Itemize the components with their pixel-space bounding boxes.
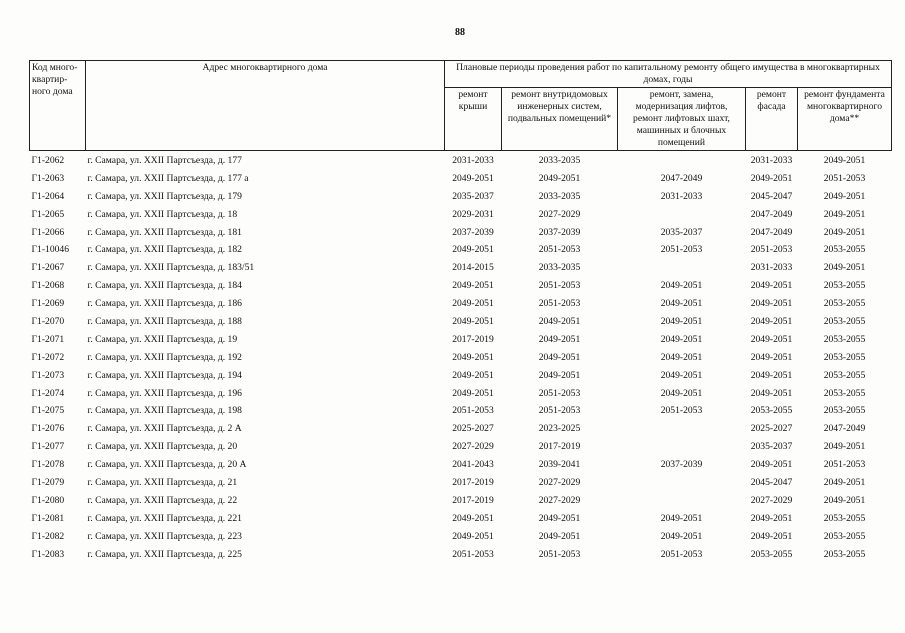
- table-row: [30, 474, 892, 492]
- header-code: Код много-квартир-ного дома: [30, 61, 86, 151]
- foundation-period-cell: 2051-2053: [823, 459, 866, 471]
- table-row: [30, 259, 892, 277]
- roof-period-cell: 2049-2051: [452, 298, 494, 310]
- code-cell: Г1-10046: [31, 244, 70, 256]
- roof-period-cell: 2014-2015: [452, 262, 494, 274]
- lift-period-cell: 2049-2051: [660, 351, 703, 363]
- roof-period-cell: 2049-2051: [452, 172, 494, 184]
- roof-period-cell: 2017-2019: [452, 333, 494, 345]
- facade-period-cell: 2053-2055: [750, 405, 793, 417]
- code-cell: Г1-2071: [31, 333, 65, 345]
- roof-period-cell: 2027-2029: [452, 441, 494, 453]
- header-roof: ремонт крыши: [445, 88, 502, 151]
- facade-period-cell: 2031-2033: [750, 262, 793, 274]
- engineering-period-cell: 2049-2051: [538, 512, 581, 524]
- facade-period-cell: 2049-2051: [750, 315, 793, 327]
- header-periods: Плановые периоды проведения работ по капитальному ремонту общего имущества в многоквартирных домах, годы: [445, 61, 892, 88]
- facade-period-cell: 2049-2051: [750, 459, 793, 471]
- engineering-period-cell: 2039-2041: [538, 459, 581, 471]
- foundation-period-cell: 2049-2051: [823, 154, 866, 166]
- lift-period-cell: 2031-2033: [660, 190, 703, 202]
- lift-period-cell: 2049-2051: [660, 298, 703, 310]
- code-cell: Г1-2073: [31, 369, 65, 381]
- engineering-period-cell: 2017-2019: [538, 441, 581, 453]
- roof-period-cell: 2051-2053: [452, 548, 494, 560]
- engineering-period-cell: 2027-2029: [538, 476, 581, 488]
- table-row: [30, 331, 892, 349]
- address-cell: г. Самара, ул. XXII Партсъезда, д. 181: [87, 226, 242, 238]
- facade-period-cell: 2049-2051: [750, 530, 793, 542]
- lift-period-cell: 2047-2049: [660, 172, 703, 184]
- lift-period-cell: 2049-2051: [660, 315, 703, 327]
- address-cell: г. Самара, ул. XXII Партсъезда, д. 21: [87, 476, 238, 488]
- lift-period-cell: [618, 474, 746, 492]
- roof-period-cell: 2017-2019: [452, 494, 494, 506]
- address-cell: г. Самара, ул. XXII Партсъезда, д. 194: [87, 369, 242, 381]
- engineering-period-cell: 2049-2051: [538, 333, 581, 345]
- lift-period-cell: [618, 420, 746, 438]
- lift-period-cell: [618, 492, 746, 510]
- lift-period-cell: [618, 438, 746, 456]
- roof-period-cell: 2037-2039: [452, 226, 494, 238]
- engineering-period-cell: 2051-2053: [538, 244, 581, 256]
- engineering-period-cell: 2037-2039: [538, 226, 581, 238]
- table-row: [30, 277, 892, 295]
- roof-period-cell: 2035-2037: [452, 190, 494, 202]
- address-cell: г. Самара, ул. XXII Партсъезда, д. 177 а: [87, 172, 249, 184]
- foundation-period-cell: 2049-2051: [823, 208, 866, 220]
- code-cell: Г1-2063: [31, 172, 65, 184]
- code-cell: Г1-2062: [31, 154, 65, 166]
- lift-period-cell: 2051-2053: [660, 244, 703, 256]
- facade-period-cell: 2045-2047: [750, 476, 793, 488]
- table-row: [30, 188, 892, 206]
- foundation-period-cell: 2049-2051: [823, 226, 866, 238]
- foundation-period-cell: 2049-2051: [823, 441, 866, 453]
- engineering-period-cell: 2033-2035: [538, 154, 581, 166]
- facade-period-cell: 2051-2053: [750, 244, 793, 256]
- code-cell: Г1-2078: [31, 459, 65, 471]
- code-cell: Г1-2065: [31, 208, 65, 220]
- table-header: [30, 61, 892, 151]
- roof-period-cell: 2051-2053: [452, 405, 494, 417]
- foundation-period-cell: 2053-2055: [823, 405, 866, 417]
- table-row: [30, 456, 892, 474]
- table-row: [30, 349, 892, 367]
- code-cell: Г1-2079: [31, 476, 65, 488]
- code-cell: Г1-2069: [31, 298, 65, 310]
- facade-period-cell: 2035-2037: [750, 441, 793, 453]
- page-number: 88: [455, 27, 465, 38]
- foundation-period-cell: 2053-2055: [823, 530, 866, 542]
- roof-period-cell: 2049-2051: [452, 315, 494, 327]
- address-cell: г. Самара, ул. XXII Партсъезда, д. 177: [87, 154, 242, 166]
- foundation-period-cell: 2051-2053: [823, 172, 866, 184]
- code-cell: Г1-2067: [31, 262, 65, 274]
- address-cell: г. Самара, ул. XXII Партсъезда, д. 182: [87, 244, 242, 256]
- roof-period-cell: 2049-2051: [452, 512, 494, 524]
- lift-period-cell: 2049-2051: [660, 512, 703, 524]
- engineering-period-cell: 2049-2051: [538, 530, 581, 542]
- address-cell: г. Самара, ул. XXII Партсъезда, д. 186: [87, 298, 242, 310]
- facade-period-cell: 2031-2033: [750, 154, 793, 166]
- engineering-period-cell: 2033-2035: [538, 262, 581, 274]
- foundation-period-cell: 2047-2049: [823, 423, 866, 435]
- lift-period-cell: [618, 151, 746, 170]
- table-row: [30, 492, 892, 510]
- table-row: [30, 546, 892, 564]
- engineering-period-cell: 2051-2053: [538, 405, 581, 417]
- address-cell: г. Самара, ул. XXII Партсъезда, д. 183/51: [87, 262, 255, 274]
- engineering-period-cell: 2027-2029: [538, 208, 581, 220]
- foundation-period-cell: 2053-2055: [823, 333, 866, 345]
- header-facade: ремонт фасада: [746, 88, 798, 151]
- roof-period-cell: 2049-2051: [452, 530, 494, 542]
- engineering-period-cell: 2051-2053: [538, 298, 581, 310]
- lift-period-cell: 2049-2051: [660, 530, 703, 542]
- engineering-period-cell: 2051-2053: [538, 387, 581, 399]
- address-cell: г. Самара, ул. XXII Партсъезда, д. 192: [87, 351, 242, 363]
- address-cell: г. Самара, ул. XXII Партсъезда, д. 18: [87, 208, 238, 220]
- engineering-period-cell: 2051-2053: [538, 280, 581, 292]
- roof-period-cell: 2041-2043: [452, 459, 494, 471]
- foundation-period-cell: 2053-2055: [823, 548, 866, 560]
- address-cell: г. Самара, ул. XXII Партсъезда, д. 22: [87, 494, 238, 506]
- code-cell: Г1-2075: [31, 405, 65, 417]
- table-row: [30, 510, 892, 528]
- lift-period-cell: 2037-2039: [660, 459, 703, 471]
- facade-period-cell: 2049-2051: [750, 369, 793, 381]
- engineering-period-cell: 2049-2051: [538, 351, 581, 363]
- address-cell: г. Самара, ул. XXII Партсъезда, д. 223: [87, 530, 242, 542]
- header-lift: ремонт, замена, модернизация лифтов, ремонт лифтовых шахт, машинных и блочных помещений: [618, 88, 746, 151]
- code-cell: Г1-2083: [31, 548, 65, 560]
- address-cell: г. Самара, ул. XXII Партсъезда, д. 20: [87, 441, 238, 453]
- foundation-period-cell: 2053-2055: [823, 351, 866, 363]
- facade-period-cell: 2049-2051: [750, 298, 793, 310]
- address-cell: г. Самара, ул. XXII Партсъезда, д. 221: [87, 512, 242, 524]
- code-cell: Г1-2064: [31, 190, 65, 202]
- table-row: [30, 367, 892, 385]
- facade-period-cell: 2047-2049: [750, 226, 793, 238]
- facade-period-cell: 2045-2047: [750, 190, 793, 202]
- roof-period-cell: 2025-2027: [452, 423, 494, 435]
- engineering-period-cell: 2049-2051: [538, 369, 581, 381]
- table-row: [30, 402, 892, 420]
- address-cell: г. Самара, ул. XXII Партсъезда, д. 198: [87, 405, 242, 417]
- code-cell: Г1-2074: [31, 387, 65, 399]
- code-cell: Г1-2072: [31, 351, 65, 363]
- facade-period-cell: 2049-2051: [750, 280, 793, 292]
- engineering-period-cell: 2049-2051: [538, 315, 581, 327]
- foundation-period-cell: 2053-2055: [823, 512, 866, 524]
- header-address: Адрес многоквартирного дома: [86, 61, 445, 151]
- roof-period-cell: 2049-2051: [452, 244, 494, 256]
- table-row: [30, 170, 892, 188]
- engineering-period-cell: 2027-2029: [538, 494, 581, 506]
- code-cell: Г1-2080: [31, 494, 65, 506]
- foundation-period-cell: 2049-2051: [823, 190, 866, 202]
- capital-repair-table: [29, 60, 892, 563]
- facade-period-cell: 2049-2051: [750, 172, 793, 184]
- foundation-period-cell: 2049-2051: [823, 476, 866, 488]
- table-row: [30, 295, 892, 313]
- engineering-period-cell: 2023-2025: [538, 423, 581, 435]
- roof-period-cell: 2029-2031: [452, 208, 494, 220]
- table-row: [30, 313, 892, 331]
- header-engineering: ремонт внутридомовых инженерных систем, подвальных помещений*: [502, 88, 618, 151]
- engineering-period-cell: 2049-2051: [538, 172, 581, 184]
- lift-period-cell: [618, 259, 746, 277]
- foundation-period-cell: 2053-2055: [823, 315, 866, 327]
- facade-period-cell: 2049-2051: [750, 333, 793, 345]
- facade-period-cell: 2049-2051: [750, 512, 793, 524]
- header-foundation: ремонт фундамента многоквартирного дома**: [798, 88, 892, 151]
- table-row: [30, 151, 892, 170]
- table-row: [30, 420, 892, 438]
- roof-period-cell: 2049-2051: [452, 351, 494, 363]
- facade-period-cell: 2027-2029: [750, 494, 793, 506]
- lift-period-cell: 2049-2051: [660, 387, 703, 399]
- lift-period-cell: 2051-2053: [660, 405, 703, 417]
- address-cell: г. Самара, ул. XXII Партсъезда, д. 19: [87, 333, 238, 345]
- lift-period-cell: 2049-2051: [660, 280, 703, 292]
- facade-period-cell: 2049-2051: [750, 351, 793, 363]
- code-cell: Г1-2070: [31, 315, 65, 327]
- address-cell: г. Самара, ул. XXII Партсъезда, д. 20 А: [87, 459, 247, 471]
- code-cell: Г1-2076: [31, 423, 65, 435]
- lift-period-cell: [618, 206, 746, 224]
- foundation-period-cell: 2053-2055: [823, 280, 866, 292]
- foundation-period-cell: 2053-2055: [823, 369, 866, 381]
- lift-period-cell: 2049-2051: [660, 333, 703, 345]
- code-cell: Г1-2068: [31, 280, 65, 292]
- foundation-period-cell: 2053-2055: [823, 387, 866, 399]
- table-body: [30, 151, 892, 564]
- address-cell: г. Самара, ул. XXII Партсъезда, д. 188: [87, 315, 242, 327]
- lift-period-cell: 2049-2051: [660, 369, 703, 381]
- table-row: [30, 224, 892, 242]
- address-cell: г. Самара, ул. XXII Партсъезда, д. 225: [87, 548, 242, 560]
- roof-period-cell: 2049-2051: [452, 387, 494, 399]
- facade-period-cell: 2049-2051: [750, 387, 793, 399]
- table-row: [30, 241, 892, 259]
- foundation-period-cell: 2053-2055: [823, 298, 866, 310]
- code-cell: Г1-2082: [31, 530, 65, 542]
- table-row: [30, 438, 892, 456]
- foundation-period-cell: 2049-2051: [823, 494, 866, 506]
- foundation-period-cell: 2049-2051: [823, 262, 866, 274]
- address-cell: г. Самара, ул. XXII Партсъезда, д. 2 А: [87, 423, 242, 435]
- table-row: [30, 206, 892, 224]
- code-cell: Г1-2077: [31, 441, 65, 453]
- address-cell: г. Самара, ул. XXII Партсъезда, д. 184: [87, 280, 242, 292]
- roof-period-cell: 2049-2051: [452, 280, 494, 292]
- address-cell: г. Самара, ул. XXII Партсъезда, д. 196: [87, 387, 242, 399]
- roof-period-cell: 2031-2033: [452, 154, 494, 166]
- code-cell: Г1-2066: [31, 226, 65, 238]
- table-row: [30, 385, 892, 403]
- facade-period-cell: 2053-2055: [750, 548, 793, 560]
- lift-period-cell: 2051-2053: [660, 548, 703, 560]
- foundation-period-cell: 2053-2055: [823, 244, 866, 256]
- lift-period-cell: 2035-2037: [660, 226, 703, 238]
- roof-period-cell: 2017-2019: [452, 476, 494, 488]
- facade-period-cell: 2047-2049: [750, 208, 793, 220]
- code-cell: Г1-2081: [31, 512, 65, 524]
- engineering-period-cell: 2033-2035: [538, 190, 581, 202]
- facade-period-cell: 2025-2027: [750, 423, 793, 435]
- table-row: [30, 528, 892, 546]
- engineering-period-cell: 2051-2053: [538, 548, 581, 560]
- address-cell: г. Самара, ул. XXII Партсъезда, д. 179: [87, 190, 242, 202]
- roof-period-cell: 2049-2051: [452, 369, 494, 381]
